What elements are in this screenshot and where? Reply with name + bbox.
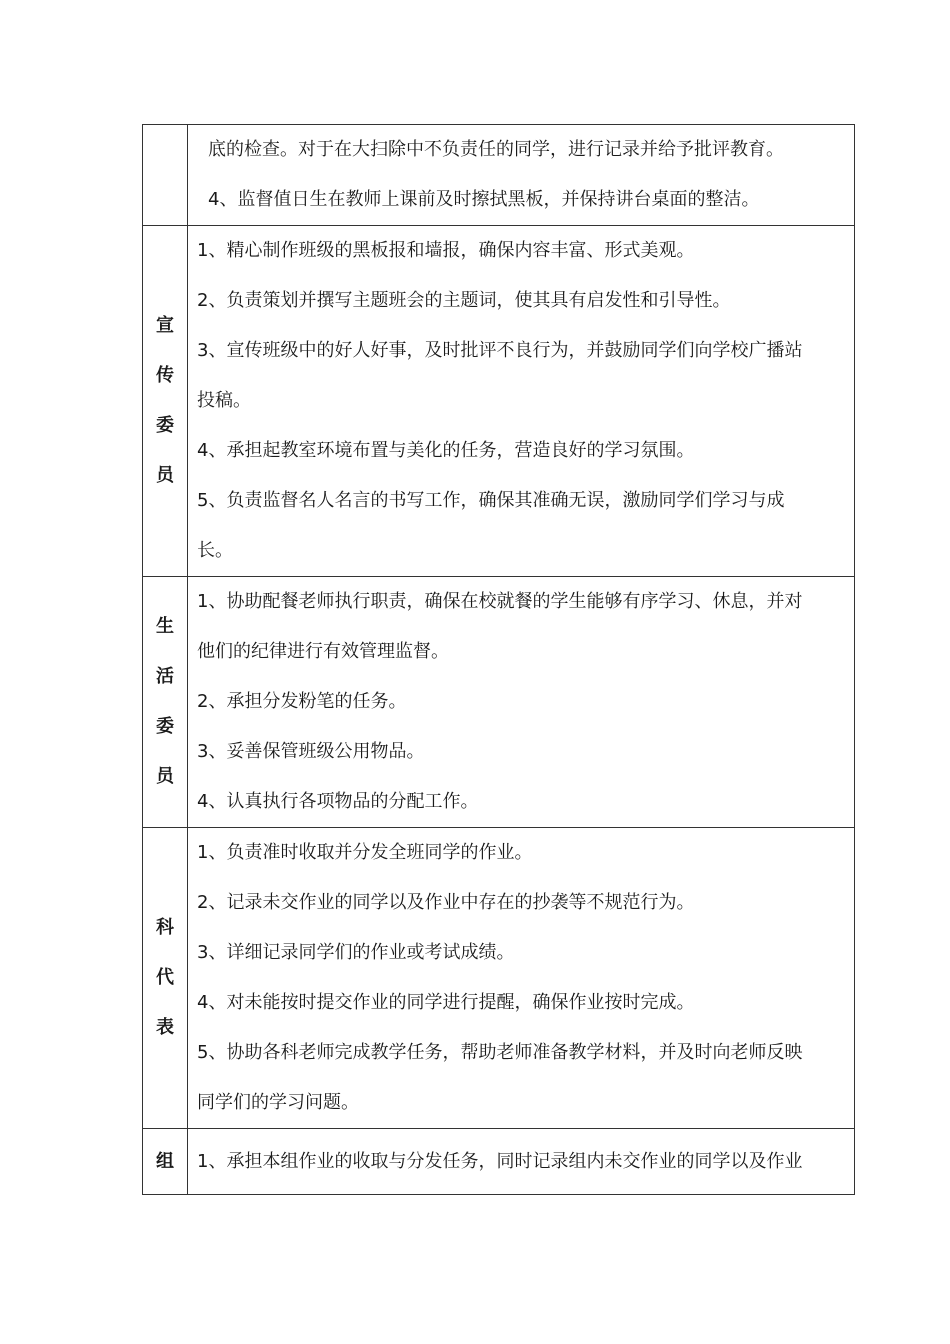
duty-cell xyxy=(188,577,855,828)
table-row xyxy=(143,226,855,577)
role-cell xyxy=(143,226,188,577)
duty-line: 5、协助各科老师完成教学任务，帮助老师准备教学材料，并及时向老师反映 xyxy=(197,1042,803,1063)
role-label-char: 委 xyxy=(156,414,174,436)
role-label-char: 科 xyxy=(156,916,174,938)
role-label-char: 委 xyxy=(156,715,174,737)
duty-line: 3、详细记录同学们的作业或考试成绩。 xyxy=(197,942,515,963)
duty-line: 底的检查。对于在大扫除中不负责任的同学，进行记录并给予批评教育。 xyxy=(208,139,784,160)
table-row xyxy=(143,577,855,828)
role-label-char: 员 xyxy=(156,464,174,486)
duty-line: 2、记录未交作业的同学以及作业中存在的抄袭等不规范行为。 xyxy=(197,892,695,913)
duty-line: 投稿。 xyxy=(197,390,251,411)
duty-cell xyxy=(188,1129,855,1195)
role-cell xyxy=(143,828,188,1129)
role-label-char: 表 xyxy=(156,1016,174,1038)
table-row xyxy=(143,1129,855,1195)
role-cell xyxy=(143,577,188,828)
duty-line: 5、负责监督名人名言的书写工作，确保其准确无误，激励同学们学习与成 xyxy=(197,490,785,511)
duty-cell xyxy=(188,828,855,1129)
role-label-char: 活 xyxy=(156,665,174,687)
duty-line: 2、承担分发粉笔的任务。 xyxy=(197,691,407,712)
role-label-char: 宣 xyxy=(156,314,174,336)
duty-line: 长。 xyxy=(197,540,233,561)
role-cell xyxy=(143,1129,188,1195)
duty-line: 4、对未能按时提交作业的同学进行提醒，确保作业按时完成。 xyxy=(197,992,695,1013)
role-label-char: 传 xyxy=(156,364,174,386)
duties-table xyxy=(142,124,855,1195)
duty-cell xyxy=(188,125,855,226)
duty-line: 4、认真执行各项物品的分配工作。 xyxy=(197,791,479,812)
table-row xyxy=(143,125,855,226)
duty-line: 2、负责策划并撰写主题班会的主题词，使其具有启发性和引导性。 xyxy=(197,290,731,311)
duty-line: 4、监督值日生在教师上课前及时擦拭黑板，并保持讲台桌面的整洁。 xyxy=(208,189,760,210)
duty-line: 1、承担本组作业的收取与分发任务，同时记录组内未交作业的同学以及作业 xyxy=(197,1151,803,1172)
duty-line: 3、宣传班级中的好人好事，及时批评不良行为，并鼓励同学们向学校广播站 xyxy=(197,340,803,361)
duty-cell xyxy=(188,226,855,577)
table-row xyxy=(143,828,855,1129)
role-label-char: 员 xyxy=(156,765,174,787)
duty-line: 他们的纪律进行有效管理监督。 xyxy=(197,641,449,662)
duty-line: 1、协助配餐老师执行职责，确保在校就餐的学生能够有序学习、休息，并对 xyxy=(197,591,803,612)
role-label-char: 生 xyxy=(156,615,174,637)
duty-line: 3、妥善保管班级公用物品。 xyxy=(197,741,425,762)
duty-line: 1、负责准时收取并分发全班同学的作业。 xyxy=(197,842,533,863)
duty-line: 同学们的学习问题。 xyxy=(197,1092,359,1113)
role-label-char: 组 xyxy=(156,1150,174,1172)
duty-line: 1、精心制作班级的黑板报和墙报，确保内容丰富、形式美观。 xyxy=(197,240,695,261)
duty-line: 4、承担起教室环境布置与美化的任务，营造良好的学习氛围。 xyxy=(197,440,695,461)
role-cell xyxy=(143,125,188,226)
role-label-char: 代 xyxy=(156,966,174,988)
